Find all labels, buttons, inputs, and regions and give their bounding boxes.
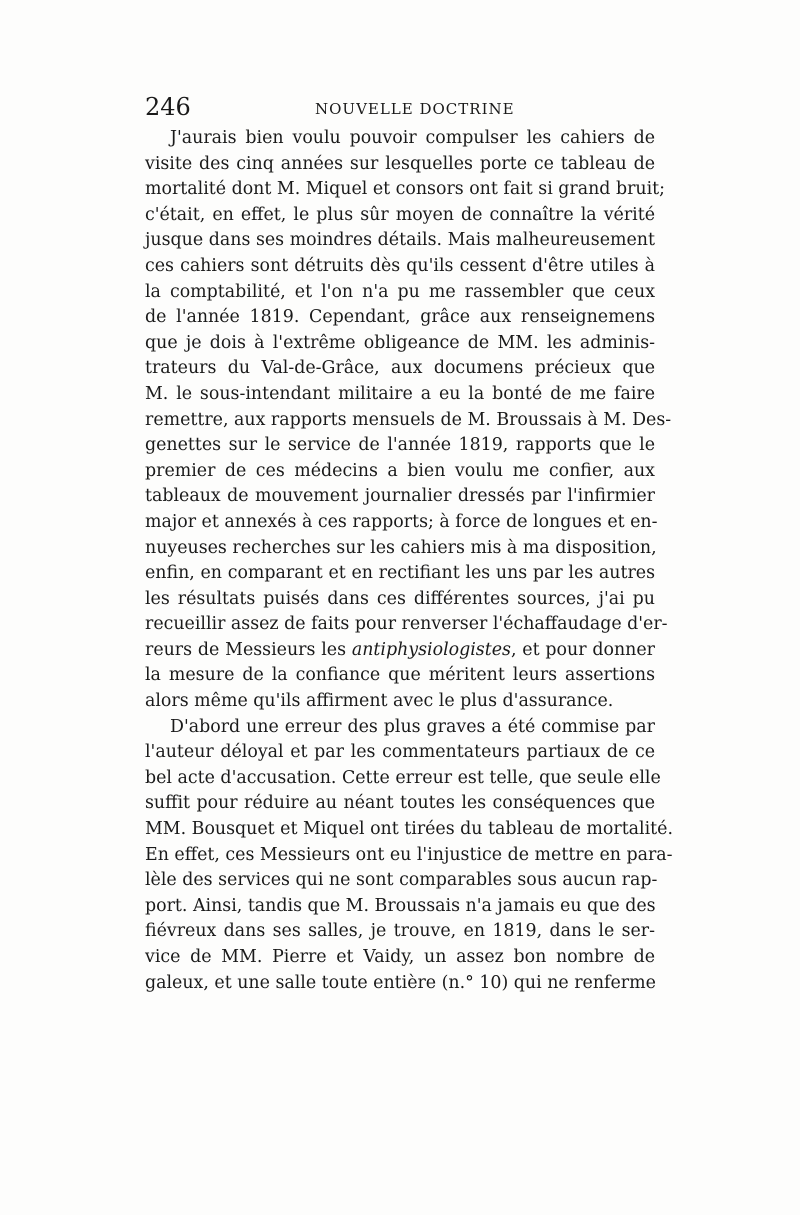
text-line: J'aurais bien voulu pouvoir compulser les cahiers de	[170, 128, 655, 148]
text-line: genettes sur le service de l'année 1819, rapports que le	[145, 435, 655, 456]
text-line: recueillir assez de faits pour renverser l'échaffaudage d'er-	[145, 614, 668, 635]
paragraph	[145, 126, 672, 715]
text-line: major et annexés à ces rapports; à force de longues et en-	[145, 511, 658, 532]
text-line: M. le sous-intendant militaire a eu la bonté de me faire	[145, 383, 655, 404]
text-run: , et pour donner	[510, 639, 655, 660]
text-line: nuyeuses recherches sur les cahiers mis à ma disposition,	[145, 537, 657, 558]
text-line: remettre, aux rapports mensuels de M. Broussais à M. Des-	[145, 409, 672, 430]
text-line: que je dois à l'extrême obligeance de MM. les adminis-	[145, 332, 655, 353]
text-line: suffit pour réduire au néant toutes les conséquences que	[145, 793, 655, 814]
text-line: premier de ces médecins a bien voulu me confier, aux	[145, 460, 655, 481]
text-run: reurs de Messieurs les	[145, 639, 352, 660]
text-line: En effet, ces Messieurs ont eu l'injustice de mettre en para-	[145, 844, 673, 865]
text-line: c'était, en effet, le plus sûr moyen de connaître la vérité	[145, 204, 655, 225]
text-line: la mesure de la confiance que méritent leurs assertions	[145, 665, 655, 686]
text-line: bel acte d'accusation. Cette erreur est telle, que seule elle	[145, 767, 661, 788]
text-line: alors même qu'ils affirment avec le plus d'assurance.	[145, 691, 614, 712]
body-text	[145, 126, 673, 996]
page-number: 246	[145, 93, 191, 121]
text-line: enfin, en comparant et en rectifiant les uns par les autres	[145, 563, 655, 584]
text-line: l'auteur déloyal et par les commentateurs partiaux de ce	[145, 742, 655, 763]
text-line: port. Ainsi, tandis que M. Broussais n'a jamais eu que des	[145, 895, 656, 916]
text-line: vice de MM. Pierre et Vaidy, un assez bon nombre de	[145, 947, 655, 967]
text-line: MM. Bousquet et Miquel ont tirées du tableau de mortalité.	[145, 819, 673, 840]
running-head: NOUVELLE DOCTRINE	[315, 100, 515, 118]
text-line: tableaux de mouvement journalier dressés par l'infirmier	[145, 486, 655, 507]
text-line: la comptabilité, et l'on n'a pu me rassembler que ceux	[145, 281, 655, 302]
text-line: D'abord une erreur des plus graves a été commise par	[170, 716, 655, 737]
text-line: ces cahiers sont détruits dès qu'ils cessent d'être utiles à	[145, 255, 655, 276]
text-line: lèle des services qui ne sont comparables sous aucun rap-	[145, 870, 658, 891]
text-line	[145, 638, 655, 664]
italic-term: antiphysiologistes	[351, 639, 511, 660]
page-header	[145, 92, 660, 122]
text-line: galeux, et une salle toute entière (n.° 10) qui ne renferme	[145, 972, 656, 993]
text-line: visite des cinq années sur lesquelles porte ce tableau de	[145, 153, 655, 174]
text-line: trateurs du Val-de-Grâce, aux documens précieux que	[145, 358, 655, 379]
text-line: jusque dans ses moindres détails. Mais malheureusement	[145, 230, 655, 251]
text-line: de l'année 1819. Cependant, grâce aux renseignemens	[145, 307, 655, 328]
text-line: les résultats puisés dans ces différentes sources, j'ai pu	[145, 588, 655, 609]
text-line: mortalité dont M. Miquel et consors ont fait si grand bruit;	[145, 179, 666, 200]
text-line: fiévreux dans ses salles, je trouve, en 1819, dans le ser-	[145, 921, 655, 942]
paragraph	[145, 715, 673, 997]
